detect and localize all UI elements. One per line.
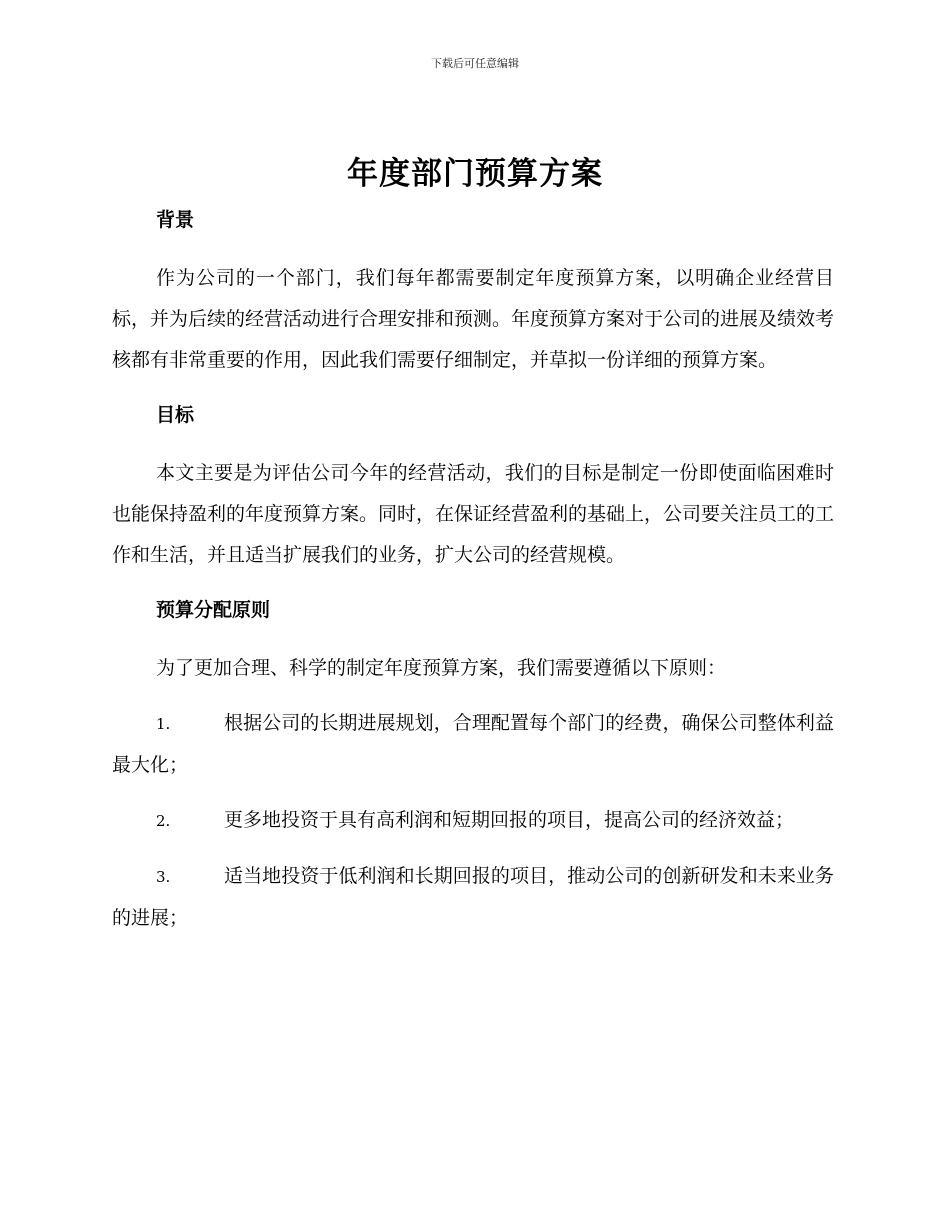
list-item-number: 3. xyxy=(156,868,171,886)
section-budget-principles xyxy=(112,590,834,939)
list-item xyxy=(112,703,834,786)
section-heading: 目标 xyxy=(156,404,195,426)
section-paragraph: 本文主要是为评估公司今年的经营活动，我们的目标是制定一份即使面临困难时也能保持盈利的年度预算方案。同时，在保证经营盈利的基础上，公司要关注员工的工作和生活，并且适当扩展我们的业务，扩大公司的经营规模。 xyxy=(112,462,835,566)
section-background xyxy=(112,200,834,395)
list-item-text: 适当地投资于低利润和长期回报的项目，推动公司的创新研发和未来业务的进展； xyxy=(112,865,834,929)
list-item-number: 1. xyxy=(156,715,171,733)
section-heading: 背景 xyxy=(156,209,195,231)
list-item xyxy=(112,856,834,939)
page-header-note: 下载后可任意编辑 xyxy=(431,57,519,70)
section-goals xyxy=(112,395,834,590)
list-item-number: 2. xyxy=(156,812,171,830)
section-paragraph: 为了更加合理、科学的制定年度预算方案，我们需要遵循以下原则： xyxy=(156,657,727,679)
section-heading: 预算分配原则 xyxy=(156,599,271,621)
section-paragraph: 作为公司的一个部门，我们每年都需要制定年度预算方案，以明确企业经营目标，并为后续的经营活动进行合理安排和预测。年度预算方案对于公司的进展及绩效考核都有非常重要的作用，因此我们需要仔细制定，并草拟一份详细的预算方案。 xyxy=(112,267,835,371)
document-title: 年度部门预算方案 xyxy=(347,156,603,192)
list-item-text: 更多地投资于具有高利润和短期回报的项目，提高公司的经济效益； xyxy=(224,809,795,831)
document-body xyxy=(112,200,834,939)
list-item xyxy=(112,800,834,842)
list-item-text: 根据公司的长期进展规划，合理配置每个部门的经费，确保公司整体利益最大化； xyxy=(112,712,834,776)
